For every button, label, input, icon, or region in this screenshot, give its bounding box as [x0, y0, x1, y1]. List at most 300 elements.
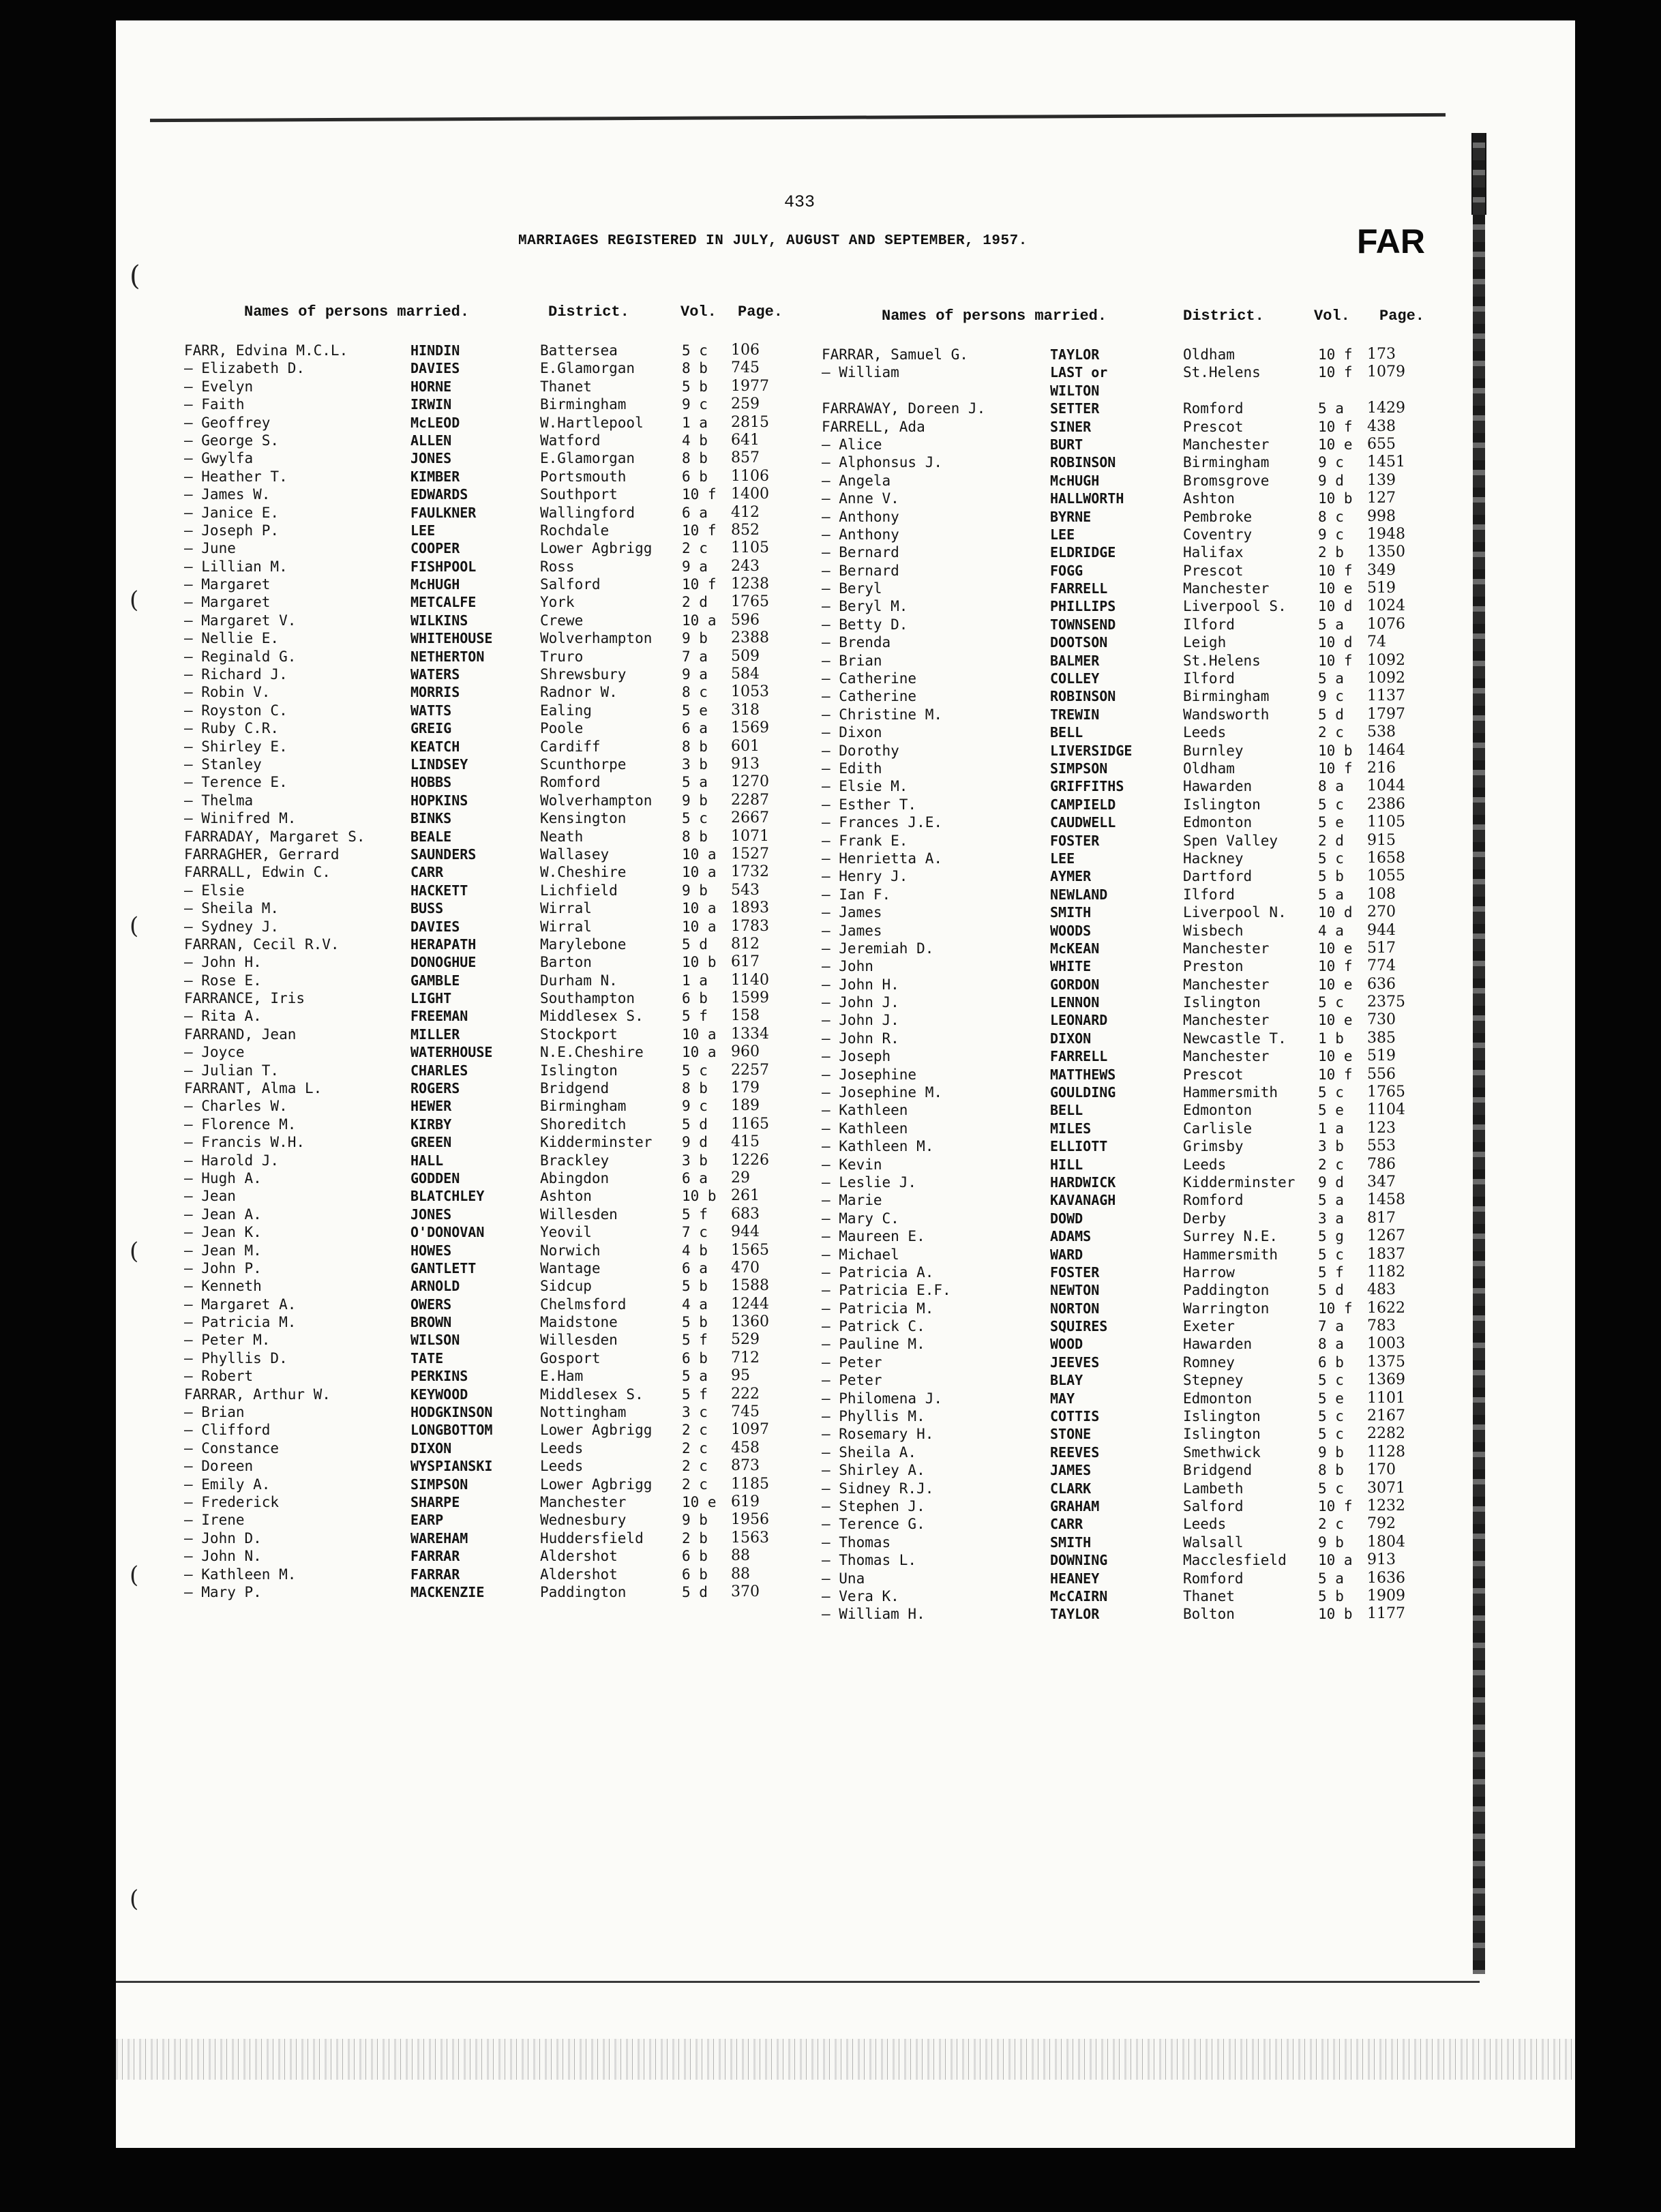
volume: 8 c	[682, 684, 708, 701]
entry-row	[184, 432, 866, 449]
page-ref: 1092	[1367, 670, 1405, 687]
district: Lower Agbrigg	[540, 1476, 653, 1493]
entry-row	[822, 616, 1503, 633]
district: Willesden	[540, 1332, 618, 1349]
person-name: — Geoffrey	[184, 414, 271, 431]
entry-row	[184, 1097, 866, 1115]
volume: 10 f	[1318, 760, 1353, 777]
district: Wallingford	[540, 504, 635, 521]
entry-row	[822, 867, 1503, 885]
district: Prescot	[1183, 562, 1244, 579]
entry-row	[822, 1497, 1503, 1515]
spouse-surname: FAULKNER	[410, 504, 477, 521]
page-ref: 1232	[1367, 1497, 1405, 1514]
entry-row	[822, 670, 1503, 687]
person-name: — Kathleen	[822, 1102, 908, 1119]
page-ref: 1451	[1367, 453, 1405, 471]
page-ref: 74	[1367, 633, 1386, 651]
volume: 10 a	[682, 1044, 717, 1061]
volume: 10 f	[682, 486, 717, 503]
entry-row	[184, 378, 866, 395]
spouse-surname: ROBINSON	[1050, 454, 1116, 471]
spouse-surname: DIXON	[410, 1439, 452, 1456]
page-ref: 370	[731, 1583, 760, 1600]
volume: 10 a	[682, 1026, 717, 1043]
person-name: — Robin V.	[184, 684, 271, 701]
entry-row	[822, 1300, 1503, 1317]
district: Islington	[1183, 796, 1261, 813]
district: Coventry	[1183, 526, 1253, 543]
volume: 5 c	[1318, 1372, 1344, 1389]
district: Ilford	[1183, 670, 1235, 687]
district: Leeds	[540, 1458, 584, 1475]
spouse-surname: SIMPSON	[1050, 760, 1108, 777]
page-ref: 1137	[1367, 687, 1405, 705]
spouse-surname: BALMER	[1050, 652, 1100, 669]
spouse-surname: LEE	[1050, 526, 1075, 543]
page-ref: 1429	[1367, 400, 1405, 417]
person-name: — Emily A.	[184, 1476, 271, 1493]
volume: 10 f	[1318, 418, 1353, 435]
spouse-surname: HILL	[1050, 1156, 1083, 1173]
spouse-surname: WYSPIANSKI	[410, 1458, 493, 1475]
page-ref: 636	[1367, 975, 1396, 993]
volume: 5 e	[1318, 814, 1344, 831]
page-ref: 1101	[1367, 1389, 1405, 1407]
page-ref: 2257	[731, 1061, 769, 1079]
spouse-surname: SINER	[1050, 418, 1092, 435]
volume: 8 a	[1318, 1336, 1344, 1353]
person-name: — Sydney J.	[184, 918, 280, 935]
entry-row	[822, 453, 1503, 471]
entry-row	[184, 1421, 866, 1439]
page-ref: 88	[731, 1565, 750, 1583]
volume: 5 f	[1318, 1264, 1344, 1281]
entry-row	[822, 1210, 1503, 1227]
spouse-surname: FARRELL	[1050, 580, 1108, 597]
spouse-surname: HALL	[410, 1152, 444, 1169]
person-name: — Patricia E.F.	[822, 1282, 951, 1299]
volume: 5 a	[1318, 616, 1344, 633]
volume: 4 a	[682, 1296, 708, 1313]
spouse-surname: HOWES	[410, 1242, 452, 1259]
person-name: — Elsie M.	[822, 778, 908, 795]
district: Derby	[1183, 1210, 1227, 1227]
spouse-surname: WATERS	[410, 666, 460, 683]
spouse-surname: DIXON	[1050, 1030, 1092, 1047]
volume: 10 f	[1318, 346, 1353, 363]
district: Poole	[540, 720, 584, 737]
spouse-surname: KEATCH	[410, 738, 460, 755]
spouse-surname: HORNE	[410, 378, 452, 395]
page-ref: 1092	[1367, 651, 1405, 669]
spouse-surname: NORTON	[1050, 1300, 1100, 1317]
page-ref: 1893	[731, 899, 769, 917]
entry-row	[184, 1043, 866, 1061]
entry-row	[822, 1390, 1503, 1407]
spouse-surname: TATE	[410, 1349, 444, 1366]
district: Wisbech	[1183, 922, 1244, 939]
page-ref: 617	[731, 953, 760, 971]
page-number: 433	[784, 192, 815, 212]
punch-hole-mark: (	[130, 912, 139, 940]
person-name: — John N.	[184, 1548, 262, 1565]
district: Ilford	[1183, 886, 1235, 903]
entry-row	[822, 1461, 1503, 1479]
spouse-surname: MAY	[1050, 1390, 1075, 1407]
person-name: — Leslie J.	[822, 1174, 917, 1191]
spouse-surname: BLAY	[1050, 1372, 1083, 1389]
person-name: — Brenda	[822, 634, 891, 651]
entry-row	[184, 1476, 866, 1493]
entry-row	[184, 1187, 866, 1205]
person-name: — Ian F.	[822, 886, 891, 903]
entry-row	[184, 539, 866, 557]
entry-row	[184, 1242, 866, 1259]
spouse-surname: ALLEN	[410, 432, 452, 449]
entry-row	[822, 562, 1503, 580]
page-ref: 913	[731, 755, 760, 773]
person-name: — Francis W.H.	[184, 1134, 305, 1151]
person-name: — Sheila M.	[184, 900, 280, 917]
person-name: — Brian	[184, 1404, 245, 1421]
spouse-surname: WATERHOUSE	[410, 1044, 493, 1061]
volume: 10 b	[1318, 1606, 1353, 1623]
spouse-surname: FARRELL	[1050, 1048, 1108, 1065]
page-ref: 1350	[1367, 543, 1405, 561]
person-name: — Bernard	[822, 562, 899, 579]
entry-row	[184, 1583, 866, 1601]
person-name: — John D.	[184, 1529, 262, 1546]
page-ref: 1128	[1367, 1443, 1405, 1461]
volume: 9 d	[1318, 472, 1344, 489]
district: Manchester	[1183, 1012, 1270, 1029]
volume: 7 a	[1318, 1318, 1344, 1335]
entry-row	[184, 449, 866, 467]
district: Shrewsbury	[540, 666, 627, 683]
volume: 3 a	[1318, 1210, 1344, 1227]
page-ref: 1140	[731, 971, 769, 989]
page-ref: 915	[1367, 831, 1396, 849]
entry-row	[822, 1281, 1503, 1299]
spouse-surname: DOOTSON	[1050, 634, 1108, 651]
volume: 10 d	[1318, 634, 1353, 651]
district: Middlesex S.	[540, 1008, 644, 1025]
entry-row	[822, 1534, 1503, 1551]
district: Wantage	[540, 1259, 601, 1276]
person-name: — Stephen J.	[822, 1498, 925, 1514]
entry-row	[184, 1529, 866, 1547]
volume: 2 b	[1318, 544, 1344, 561]
volume: 5 d	[682, 936, 708, 953]
volume: 10 a	[682, 918, 717, 935]
person-name: — Margaret V.	[184, 612, 297, 629]
entry-row	[184, 792, 866, 809]
person-name: — Joyce	[184, 1044, 245, 1061]
entry-row	[184, 1169, 866, 1187]
entry-row	[822, 1354, 1503, 1371]
district: Salford	[540, 576, 601, 593]
entry-row	[184, 863, 866, 881]
spouse-surname: LAST or	[1050, 364, 1108, 381]
spouse-surname: FOGG	[1050, 562, 1083, 579]
district: Stockport	[540, 1026, 618, 1043]
volume: 1 a	[1318, 1120, 1344, 1137]
entry-row	[184, 504, 866, 522]
spouse-surname: SMITH	[1050, 1534, 1092, 1551]
person-name: — John H.	[822, 976, 899, 993]
person-name: — Elizabeth D.	[184, 360, 305, 377]
entry-row	[822, 1605, 1503, 1623]
spouse-surname: WOODS	[1050, 922, 1092, 939]
person-name: — Patrick C.	[822, 1318, 925, 1335]
district: Macclesfield	[1183, 1552, 1287, 1569]
volume: 6 a	[682, 1259, 708, 1276]
volume: 10 d	[1318, 598, 1353, 615]
entry-row	[184, 468, 866, 485]
entry-row	[184, 738, 866, 756]
entry-row	[822, 813, 1503, 831]
spouse-surname: GOULDING	[1050, 1084, 1116, 1101]
volume: 1 b	[1318, 1030, 1344, 1047]
entry-row	[184, 1367, 866, 1385]
volume: 4 a	[1318, 922, 1344, 939]
district: Manchester	[1183, 580, 1270, 597]
person-name: — Constance	[184, 1439, 280, 1456]
district: Carlisle	[1183, 1120, 1253, 1137]
page-ref: 745	[731, 359, 760, 377]
volume: 10 a	[1318, 1552, 1353, 1569]
volume: 9 b	[682, 882, 708, 899]
person-name: — Nellie E.	[184, 630, 280, 647]
district: Romford	[1183, 1192, 1244, 1209]
page-ref: 470	[731, 1259, 760, 1276]
spouse-surname: TREWIN	[1050, 706, 1100, 723]
person-name: — Phyllis M.	[822, 1408, 925, 1425]
page-ref: 243	[731, 557, 760, 575]
district: Huddersfield	[540, 1529, 644, 1546]
volume: 10 f	[1318, 1066, 1353, 1083]
district: Birmingham	[1183, 688, 1270, 705]
spouse-surname: BROWN	[410, 1314, 452, 1331]
entry-row	[184, 558, 866, 576]
spouse-surname: BURT	[1050, 436, 1083, 453]
spouse-surname: WHITE	[1050, 958, 1092, 975]
volume: 5 a	[1318, 670, 1344, 687]
volume: 5 c	[682, 342, 708, 359]
entry-list	[822, 346, 1503, 1624]
district: Truro	[540, 648, 584, 665]
entry-row	[184, 1277, 866, 1295]
entry-row	[822, 1335, 1503, 1353]
page-ref: 1400	[731, 485, 769, 503]
volume: 6 b	[1318, 1354, 1344, 1371]
person-name: — Jeremiah D.	[822, 940, 934, 957]
person-name: — Mary C.	[822, 1210, 899, 1227]
person-name: — Josephine	[822, 1066, 917, 1083]
district: Halifax	[1183, 544, 1244, 561]
district: Wirral	[540, 918, 592, 935]
district: Kensington	[540, 810, 627, 827]
volume: 5 b	[682, 1278, 708, 1295]
district: Romford	[540, 774, 601, 791]
entry-row	[184, 809, 866, 827]
volume: 2 c	[682, 540, 708, 557]
person-name: — Anne V.	[822, 490, 899, 507]
volume: 5 a	[682, 1368, 708, 1385]
page-ref: 944	[1367, 921, 1396, 939]
person-name: — Rose E.	[184, 972, 262, 989]
district: Neath	[540, 828, 584, 845]
spouse-surname: LIVERSIDGE	[1050, 742, 1133, 759]
volume: 2 b	[682, 1529, 708, 1546]
district: Hawarden	[1183, 778, 1253, 795]
person-name: FARRAND, Jean	[184, 1026, 297, 1043]
volume: 5 b	[682, 378, 708, 395]
volume: 5 c	[1318, 1084, 1344, 1101]
volume: 5 c	[1318, 850, 1344, 867]
entry-row	[184, 719, 866, 737]
district: Hackney	[1183, 850, 1244, 867]
district: Barton	[540, 954, 592, 971]
person-name: FARRAN, Cecil R.V.	[184, 936, 340, 953]
person-name: — Patricia M.	[822, 1300, 934, 1317]
district: Harrow	[1183, 1264, 1235, 1281]
volume: 10 a	[682, 846, 717, 863]
person-name: — Faith	[184, 396, 245, 413]
volume: 5 c	[1318, 994, 1344, 1011]
entry-row	[184, 359, 866, 377]
page-ref: 913	[1367, 1551, 1396, 1569]
volume: 5 c	[682, 810, 708, 827]
page-ref: 873	[731, 1457, 760, 1475]
district: N.E.Cheshire	[540, 1044, 644, 1061]
volume: 10 f	[1318, 958, 1353, 975]
entry-row	[184, 1062, 866, 1079]
person-name: — Dixon	[822, 724, 882, 741]
district: Burnley	[1183, 742, 1244, 759]
spouse-surname: CLARK	[1050, 1480, 1092, 1497]
spouse-surname: HOBBS	[410, 774, 452, 791]
entry-row	[184, 485, 866, 503]
district: Gosport	[540, 1349, 601, 1366]
volume: 10 b	[1318, 742, 1353, 759]
district: Watford	[540, 432, 601, 449]
spouse-surname: WILTON	[1050, 382, 1100, 399]
page-ref: 123	[1367, 1119, 1396, 1137]
person-name: — Doreen	[184, 1458, 254, 1475]
page-ref: 2815	[731, 413, 769, 431]
person-name: — Vera K.	[822, 1587, 899, 1604]
entry-row	[184, 666, 866, 683]
page-ref: 519	[1367, 1047, 1396, 1065]
volume: 8 b	[682, 828, 708, 845]
page-ref: 1458	[1367, 1191, 1405, 1209]
entry-row	[184, 1403, 866, 1421]
spouse-surname: DAVIES	[410, 360, 460, 377]
page-ref: 683	[731, 1205, 760, 1223]
district: Hawarden	[1183, 1336, 1253, 1353]
page-ref: 543	[731, 881, 760, 899]
page-ref: 259	[731, 395, 760, 413]
volume: 5 b	[1318, 868, 1344, 885]
volume: 9 c	[1318, 454, 1344, 471]
person-name: — Margaret	[184, 576, 271, 593]
volume: 6 b	[682, 468, 708, 485]
spouse-surname: SHARPE	[410, 1494, 460, 1510]
entry-row	[184, 1349, 866, 1367]
entry-row	[822, 1570, 1503, 1587]
spouse-surname: HEANEY	[1050, 1570, 1100, 1587]
person-name: — Hugh A.	[184, 1169, 262, 1186]
volume: 10 e	[1318, 976, 1353, 993]
spouse-surname: GORDON	[1050, 976, 1100, 993]
header-vol: Vol.	[680, 303, 717, 320]
district: Wandsworth	[1183, 706, 1270, 723]
entry-row	[822, 1137, 1503, 1155]
entry-row	[184, 612, 866, 629]
district: Norwich	[540, 1242, 601, 1259]
volume: 8 b	[682, 1080, 708, 1097]
person-name: — Patricia A.	[822, 1264, 934, 1281]
person-name: FARRELL, Ada	[822, 418, 925, 435]
spouse-surname: NEWTON	[1050, 1282, 1100, 1299]
district: Prescot	[1183, 418, 1244, 435]
spouse-surname: ROBINSON	[1050, 688, 1116, 705]
person-name: — Shirley A.	[822, 1462, 925, 1479]
volume: 1 a	[682, 414, 708, 431]
page-ref: 1563	[731, 1529, 769, 1546]
spouse-surname: WAREHAM	[410, 1529, 468, 1546]
spouse-surname: HALLWORTH	[1050, 490, 1124, 507]
entry-row	[822, 940, 1503, 957]
page-ref: 1765	[731, 593, 769, 611]
spouse-surname: SQUIRES	[1050, 1318, 1108, 1335]
person-name: — Kevin	[822, 1156, 882, 1173]
spouse-surname: McCAIRN	[1050, 1587, 1108, 1604]
volume: 3 b	[682, 1152, 708, 1169]
spouse-surname: MORRIS	[410, 684, 460, 701]
person-name: — Margaret	[184, 594, 271, 611]
page-ref: 745	[731, 1403, 760, 1421]
volume: 8 c	[1318, 508, 1344, 525]
district: Maidstone	[540, 1314, 618, 1331]
volume: 5 a	[1318, 400, 1344, 417]
volume: 6 a	[682, 1169, 708, 1186]
entry-row	[822, 1156, 1503, 1174]
district: Manchester	[1183, 1048, 1270, 1065]
spouse-surname: WILSON	[410, 1332, 460, 1349]
volume: 9 c	[682, 396, 708, 413]
person-name: FARRANT, Alma L.	[184, 1080, 323, 1097]
district: Marylebone	[540, 936, 627, 953]
volume: 5 d	[682, 1116, 708, 1133]
volume: 9 c	[1318, 688, 1344, 705]
spouse-surname: EARP	[410, 1512, 444, 1529]
column-header	[184, 303, 866, 328]
person-name: FARRANCE, Iris	[184, 990, 305, 1007]
spouse-surname: BEALE	[410, 828, 452, 845]
entry-row	[822, 976, 1503, 993]
district: Chelmsford	[540, 1296, 627, 1313]
volume: 2 d	[1318, 832, 1344, 849]
volume: 10 b	[682, 1188, 717, 1205]
page-ref: 2287	[731, 791, 769, 809]
spouse-surname: LENNON	[1050, 994, 1100, 1011]
district: Newcastle T.	[1183, 1030, 1287, 1047]
district: Wolverhampton	[540, 630, 653, 647]
spouse-surname: McHUGH	[410, 576, 460, 593]
